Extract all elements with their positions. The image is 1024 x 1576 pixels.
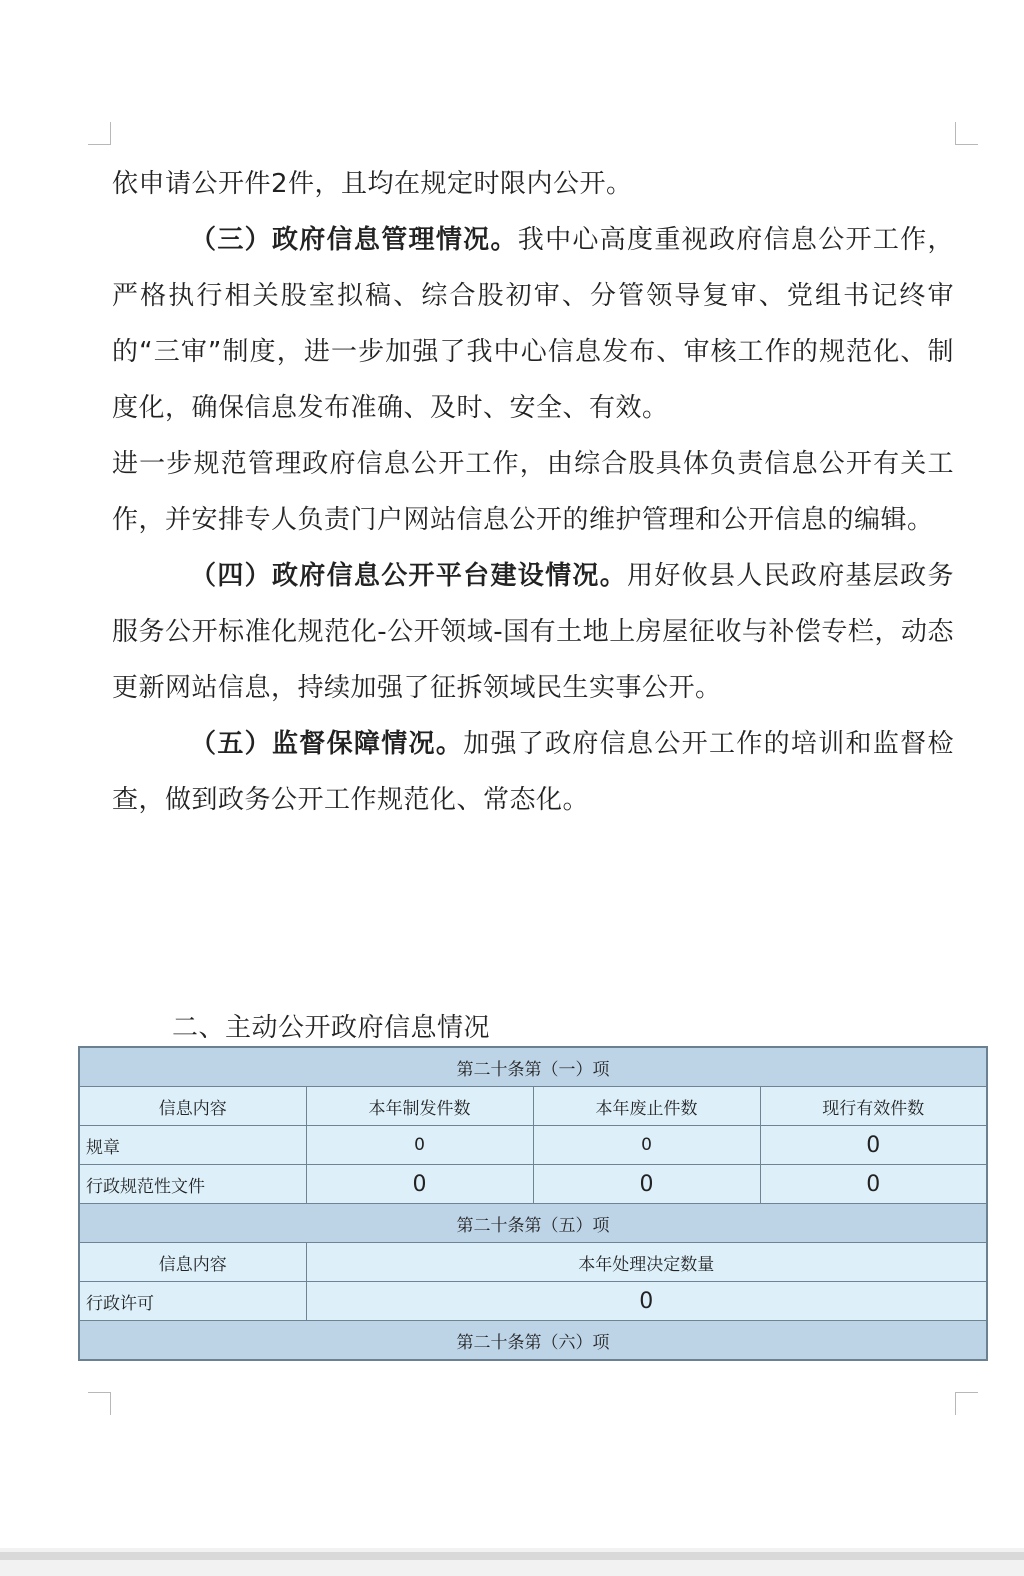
paragraph-platform (112, 548, 954, 716)
paragraph-info-management (112, 212, 954, 436)
paragraph-supervision (112, 716, 954, 828)
table-row (79, 1047, 987, 1087)
info-table (78, 1046, 988, 1361)
heading-platform: （四）政府信息公开平台建设情况。 (190, 561, 628, 591)
crop-mark-top-right (955, 122, 978, 145)
table-row (79, 1126, 987, 1165)
table-header-cell: 现行有效件数 (760, 1087, 987, 1126)
text-platform: 用好攸县人民政府基层政务服务公开标准化规范化-公开领域-国有土地上房屋征收与补偿专栏，动态更新网站信息，持续加强了征拆领域民生实事公开。 (112, 561, 954, 703)
paragraph-standardize: 进一步规范管理政府信息公开工作，由综合股具体负责信息公开有关工作，并安排专人负责门户网站信息公开的维护管理和公开信息的编辑。 (112, 449, 954, 535)
table-header-cell: 本年制发件数 (306, 1087, 533, 1126)
crop-mark-bottom-left (88, 1392, 111, 1415)
table-row (79, 1165, 987, 1204)
table-section-title: 第二十条第（五）项 (79, 1204, 987, 1243)
table-row-label: 规章 (79, 1126, 306, 1165)
table-cell: 0 (760, 1126, 987, 1165)
table-row (79, 1243, 987, 1282)
bottom-scroll-bar[interactable] (0, 1552, 1024, 1560)
table-cell: 0 (306, 1165, 533, 1204)
document-body (112, 156, 954, 828)
crop-mark-bottom-right (955, 1392, 978, 1415)
paragraph-1: 依申请公开件2件，且均在规定时限内公开。 (112, 169, 633, 199)
table-row (79, 1204, 987, 1243)
table-row (79, 1282, 987, 1321)
table-row-label: 行政规范性文件 (79, 1165, 306, 1204)
table-cell: 0 (533, 1126, 760, 1165)
table-header-cell: 本年废止件数 (533, 1087, 760, 1126)
table-cell: 0 (760, 1165, 987, 1204)
crop-mark-top-left (88, 122, 111, 145)
heading-supervision: （五）监督保障情况。 (190, 729, 464, 759)
bottom-scroll-track (0, 1548, 1024, 1576)
table-cell: 0 (306, 1282, 987, 1321)
table-header-cell: 信息内容 (79, 1087, 306, 1126)
table-row-label: 行政许可 (79, 1282, 306, 1321)
table-cell: 0 (533, 1165, 760, 1204)
heading-info-management: （三）政府信息管理情况。 (190, 225, 518, 255)
text-supervision: 加强了政府信息公开工作的培训和监督检查，做到政务公开工作规范化、常态化。 (112, 729, 954, 815)
text-info-management: 我中心高度重视政府信息公开工作，严格执行相关股室拟稿、综合股初审、分管领导复审、党组书记终审的“三审”制度，进一步加强了我中心信息发布、审核工作的规范化、制度化，确保信息发布准确、及时、安全、有效。 (112, 225, 954, 423)
table-section-title: 第二十条第（六）项 (79, 1321, 987, 1361)
table-row (79, 1087, 987, 1126)
table-header-cell: 信息内容 (79, 1243, 306, 1282)
section-title: 二、主动公开政府信息情况 (172, 1013, 491, 1043)
table-header-cell: 本年处理决定数量 (306, 1243, 987, 1282)
table-row (79, 1321, 987, 1361)
table-cell: 0 (306, 1126, 533, 1165)
table-section-title: 第二十条第（一）项 (79, 1047, 987, 1087)
